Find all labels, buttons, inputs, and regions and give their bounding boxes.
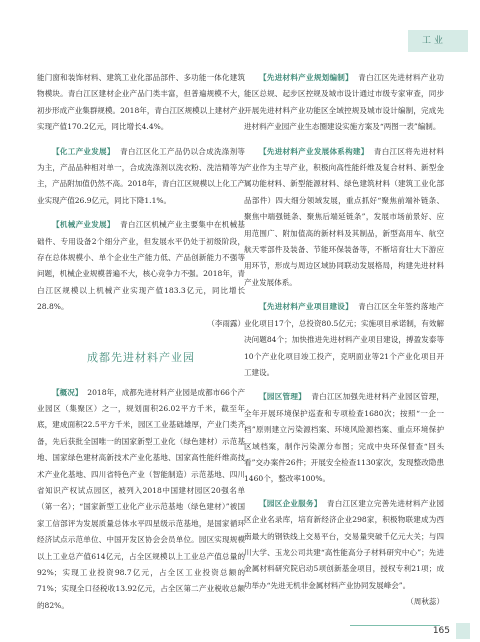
service-title: 【园区企业服务】 xyxy=(259,498,322,508)
page-number: 165 xyxy=(432,626,450,636)
management-title: 【园区管理】 xyxy=(259,392,306,402)
planning-text: 青白江区先进材料产业功能区总规、起步区控规及城市设计通过市级专家审查，同步开展先进材料产业功能区全域控规及城市设计编制，完成先进材料产业园产业生态圈建设实施方案及“两图一表”编制。 xyxy=(244,73,444,132)
right-column xyxy=(244,70,444,611)
project-title: 【先进材料产业项目建设】 xyxy=(259,302,353,312)
chemical-paragraph xyxy=(37,144,245,210)
planning-section xyxy=(244,70,444,136)
garden-title: 成都先进材料产业园 xyxy=(87,351,195,365)
author: （李雨露） xyxy=(207,318,245,328)
overview-title: 【概况】 xyxy=(52,387,83,397)
author: （周秋蕊） xyxy=(406,597,444,607)
project-paragraph xyxy=(244,299,444,381)
machinery-title: 【机械产业发展】 xyxy=(52,220,115,230)
system-title: 【先进材料产业发展体系构建】 xyxy=(259,146,369,156)
management-section xyxy=(244,389,444,487)
chemical-section xyxy=(37,144,245,210)
overview-text: 2018年，成都先进材料产业园是成都市66个产业园区（集聚区）之一，规划面积26.02平方千米，截至年底，建成面积22.5平方千米，园区工业基础雄厚，产业门类齐备，先后获批全国唯一的国家新型工业化（绿色建材）示范基地、国家绿色建材高新技术产业化基地、国家高性能纤维高技术产业化基地、四川省特色产业（智能制造）示范基地、四川省知识产权试点园区，被列入2018中国建材园区20强名单（第一名）；“国家新型工业化产业示范基地（绿色建材）”被国家工信部评为发展质量总体水平四星级示范基地，是国家循环经济试点示范单位、中国开发区协会会员单位。园区实现规模以上工业总产值614亿元，占全区规模以上工业总产值总量的92%；实现工业投资98.7亿元，占全区工业投资总额的71%；实现全口径税收13.92亿元，占全区第二产业税收总额的82%。 xyxy=(37,387,245,610)
system-text: 青白江区将先进材料产业作为主导产业，积极向高性能纤维及复合材料、新型金属功能材料、新型能源材料、绿色建筑材料（建筑工业化部品部件）四大细分领域发展，重点抓好“聚焦前端补链条、聚焦中端强链条、聚焦后端延链条”，发展市场前景好、应用范围广、附加值高的新材料及其制品，新型高用车、航空航天零部件及装备、节能环保装备等，不断培育壮大下游应用环节，形成与周边区域协同联动发展格局，构建先进材料产业发展体系。 xyxy=(244,146,444,287)
management-paragraph xyxy=(244,389,444,487)
chemical-title: 【化工产业发展】 xyxy=(52,146,115,156)
page-corner-bar xyxy=(456,623,470,639)
machinery-section xyxy=(37,217,245,332)
overview-paragraph xyxy=(37,385,245,615)
management-text: 青白江区加强先进材料产业园区管理，全年开展环境保护巡查和专项检查1680次；按照“一企一档”原则建立污染源档案、环境风险源档案、重点环境保护区域档案，制作污染源分布图；完成中央环保督查“回头看”交办案件26件；开展安全检查1130家次，发现整改隐患1460个，整改率100%。 xyxy=(244,392,444,484)
project-text: 青白江区全年签约落地产业化项目17个，总投资80.5亿元；实施项目承诺制，有效解决问题84个；加快推进先进材料产业项目建设，搏盈发泰等10个产业化项目竣工投产，克明面业等21个产业化项目开工建设。 xyxy=(244,302,444,377)
service-text: 青白江区建立完善先进材料产业园区企业名录库，培育新经济企业298家，积极物联建成为西南最大的钢铁线上交易平台，交易量突破千亿元大关；与四川大学、玉龙公司共建“高性能高分子材料研究中心”；先进金属材料研究院启动5项创新基金项目，授权专利21项；成功举办“先进无机非金属材料产业协同发展峰会”。 xyxy=(244,498,444,590)
intro-section xyxy=(37,70,245,136)
project-section xyxy=(244,299,444,381)
system-section xyxy=(244,144,444,292)
planning-title: 【先进材料产业规划编制】 xyxy=(259,73,353,82)
footer-rule xyxy=(350,625,440,626)
machinery-paragraph xyxy=(37,217,245,315)
left-column xyxy=(37,70,245,614)
intro-paragraph: 能门窗和装饰材料、建筑工业化部品部件、多功能一体化建筑物模块。青白江区建材企业产品门类丰富，但普遍规模不大，初步形成产业集群规模。2018年，青白江区规模以上建材产业实现产值170.2亿元，同比增长4.4%。 xyxy=(37,73,245,132)
machinery-text: 青白江区机械产业主要集中在机械基础件、专用设备2个细分产业，但发展水平仍处于初级阶段，存在总体规模小、单个企业生产能力低、产品创新能力不强等问题，机械企业规模普遍不大，核心竞争力不强。2018年，青白江区规模以上机械产业实现产值183.3亿元，同比增长28.8%。 xyxy=(37,220,245,312)
service-section xyxy=(244,496,444,611)
chemical-text: 青白江区化工产品仍以合成洗涤剂等为主，产品品种相对单一，合成洗涤剂以洗衣粉、洗洁精等为主，产品附加值仍然不高。2018年，青白江区规模以上化工产业实现产值26.9亿元，同比下降1.1%。 xyxy=(37,146,245,205)
planning-paragraph xyxy=(244,70,444,136)
service-paragraph xyxy=(244,496,444,594)
overview-section xyxy=(37,385,245,615)
system-paragraph xyxy=(244,144,444,292)
section-tab: 工 业 xyxy=(408,30,468,52)
